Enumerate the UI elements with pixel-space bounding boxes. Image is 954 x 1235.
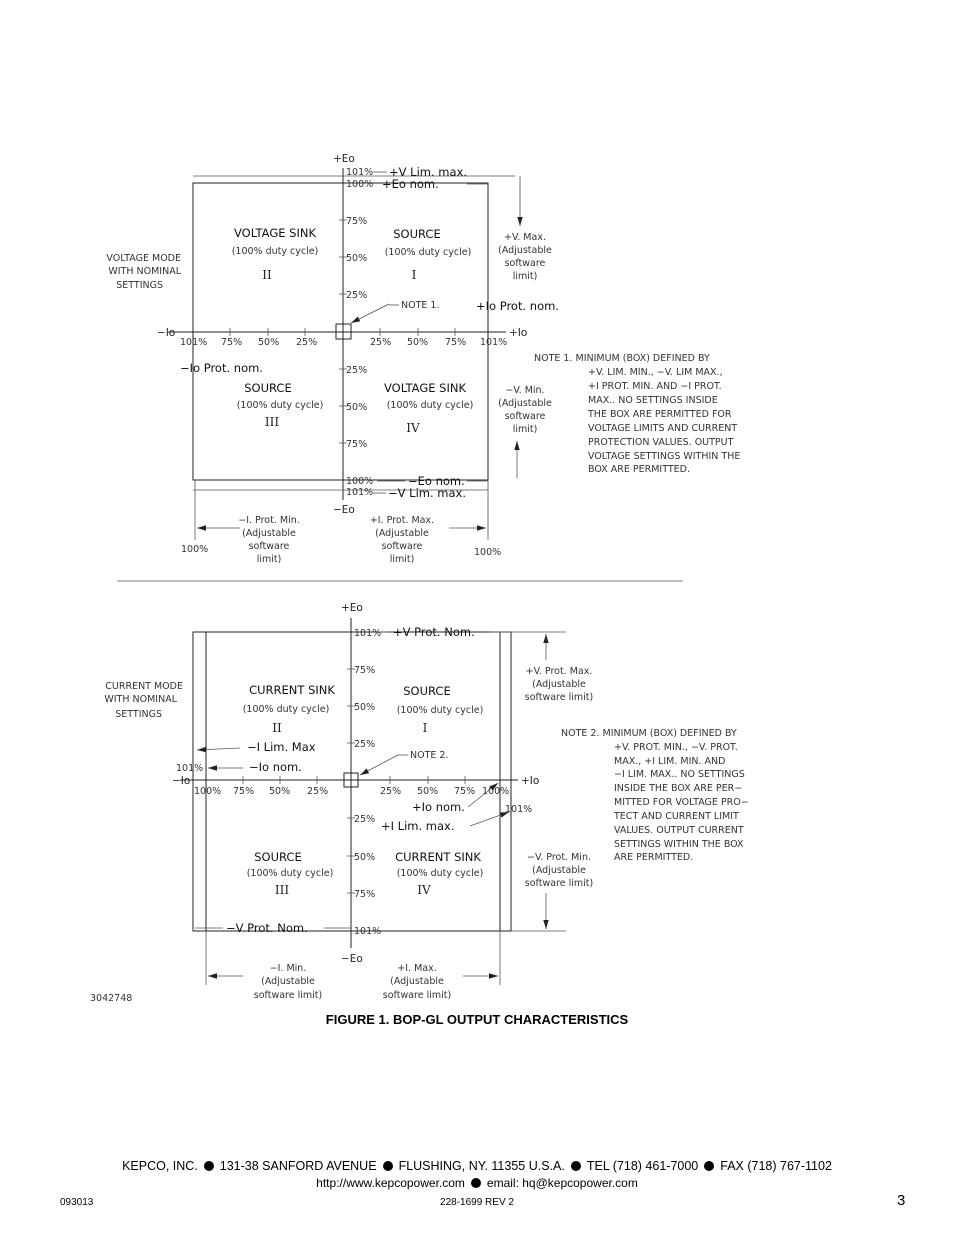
fig2-mode-label: WITH NOMINAL xyxy=(104,694,177,705)
fig2-tick-v: 50% xyxy=(354,702,376,713)
fig2-v-prot-max-label: software limit) xyxy=(524,692,594,703)
fig2-i-max-label: +I. Max. xyxy=(397,963,437,974)
fig2-q3-duty: (100% duty cycle) xyxy=(246,868,334,879)
fig1-note-line: PROTECTION VALUES. OUTPUT xyxy=(588,437,734,448)
fig2-tick-i: 50% xyxy=(269,786,291,797)
fig1-tick-i: 50% xyxy=(258,337,280,348)
fig1-mode-label: WITH NOMINAL xyxy=(108,266,181,277)
bullet-icon xyxy=(383,1161,393,1171)
fig2-v-prot-min-label: −V. Prot. Min. xyxy=(527,852,591,863)
fig2-v-prot-nom-pos-label: +V Prot. Nom. xyxy=(393,625,475,639)
fig2-tick-v: 101% xyxy=(354,628,382,639)
fig1-v-lim-max-pos-label: +V Lim. max. xyxy=(389,165,467,179)
fig1-i-prot-max-label: limit) xyxy=(389,554,415,565)
fig1-q3-numeral: III xyxy=(264,415,280,429)
fig1-tick-i: 101% xyxy=(480,337,508,348)
fig2-note-line: MITTED FOR VOLTAGE PRO− xyxy=(614,797,749,808)
fig1-q4-title: VOLTAGE SINK xyxy=(383,381,467,395)
fig2-note-line: VALUES. OUTPUT CURRENT xyxy=(614,825,744,836)
fig1-tick-i: 25% xyxy=(296,337,318,348)
fig1-note-line: THE BOX ARE PERMITTED FOR xyxy=(588,409,732,420)
fig2-tick-i: 75% xyxy=(233,786,255,797)
fig1-i-prot-nom-pos-label: +Io Prot. nom. xyxy=(476,299,559,313)
fig2-tick-i: 75% xyxy=(454,786,476,797)
fig1-tick-v: 75% xyxy=(346,216,368,227)
footer-email-link[interactable]: email: hq@kepcopower.com xyxy=(486,1176,638,1190)
fig1-v-max-label: +V. Max. xyxy=(504,232,546,243)
fig2-tick-i: 25% xyxy=(307,786,329,797)
fig2-q2-title: CURRENT SINK xyxy=(249,683,335,697)
fig2-tick-v: 25% xyxy=(354,814,376,825)
fig1-v-min-label: −V. Min. xyxy=(505,385,545,396)
fig2-q2-duty: (100% duty cycle) xyxy=(242,704,330,715)
fig2-tick-v: 75% xyxy=(354,665,376,676)
fig2-q1-duty: (100% duty cycle) xyxy=(396,705,484,716)
bullet-icon xyxy=(704,1161,714,1171)
fig1-pct-100-right: 100% xyxy=(474,547,502,558)
footer-contact xyxy=(0,1176,954,1190)
fig1-tick-v: 101% xyxy=(346,167,374,178)
fig2-v-prot-nom-neg-label: −V Prot. Nom. xyxy=(226,921,308,935)
fig1-tick-i: 75% xyxy=(221,337,243,348)
fig1-pct-100-left: 100% xyxy=(181,544,209,555)
bullet-icon xyxy=(204,1161,214,1171)
fig2-v-prot-max-label: (Adjustable xyxy=(532,679,586,690)
fig2-note-line: TECT AND CURRENT LIMIT xyxy=(614,811,739,822)
fig2-i-lim-max-pos-label: +I Lim. max. xyxy=(381,819,455,833)
fig1-i-prot-min-label: limit) xyxy=(256,554,282,565)
fig1-note-line: +I PROT. MIN. AND −I PROT. xyxy=(588,381,722,392)
fig1-v-min-label: (Adjustable xyxy=(498,398,552,409)
fig2-tick-i: 25% xyxy=(380,786,402,797)
fig2-tick-v: 25% xyxy=(354,739,376,750)
bullet-icon xyxy=(571,1161,581,1171)
fig1-i-prot-min-label: (Adjustable xyxy=(242,528,296,539)
fig1-v-max-label: (Adjustable xyxy=(498,245,552,256)
fig2-io-neg-label: −Io xyxy=(172,775,191,787)
fig1-i-prot-nom-neg-label: −Io Prot. nom. xyxy=(180,361,263,375)
fig2-pct-101-right: 101% xyxy=(505,804,533,815)
fig2-tick-i: 100% xyxy=(194,786,222,797)
fig1-tick-v: 101% xyxy=(346,487,374,498)
fig1-note-line: +V. LIM. MIN., −V. LIM MAX., xyxy=(588,367,723,378)
fig2-tick-v: 75% xyxy=(354,889,376,900)
footer-tel: TEL (718) 461-7000 xyxy=(586,1159,699,1173)
fig2-q1-numeral: I xyxy=(422,721,428,735)
fig2-tick-i: 50% xyxy=(417,786,439,797)
fig2-i-nom-pos-label: +Io nom. xyxy=(412,800,465,814)
fig1-i-prot-min-label: software xyxy=(248,541,290,552)
footer-fax: FAX (718) 767-1102 xyxy=(720,1159,832,1173)
fig2-q3-title: SOURCE xyxy=(254,850,302,864)
fig2-q4-title: CURRENT SINK xyxy=(395,850,481,864)
fig1-note-line: VOLTAGE SETTINGS WITHIN THE xyxy=(588,451,741,462)
footer-date-code: 093013 xyxy=(60,1197,94,1208)
fig1-tick-v: 25% xyxy=(346,365,368,376)
footer-city: FLUSHING, NY. 11355 U.S.A. xyxy=(398,1159,565,1173)
fig1-tick-v: 75% xyxy=(346,439,368,450)
fig1-i-prot-max-label: +I. Prot. Max. xyxy=(369,515,435,526)
fig1-e-nom-neg-label: −Eo nom. xyxy=(408,474,465,488)
fig1-v-max-label: limit) xyxy=(512,271,538,282)
fig2-note-line: MAX., +I LIM. MIN. AND xyxy=(614,756,726,767)
fig2-tick-i: 100% xyxy=(482,786,510,797)
fig1-i-prot-max-label: software xyxy=(381,541,423,552)
fig2-v-prot-max-label: +V. Prot. Max. xyxy=(525,666,593,677)
fig1-q4-numeral: IV xyxy=(406,421,420,435)
fig1-note-line: BOX ARE PERMITTED. xyxy=(588,464,690,475)
fig1-i-prot-min-label: −I. Prot. Min. xyxy=(238,515,300,526)
bullet-icon xyxy=(471,1178,481,1188)
fig1-q1-numeral: I xyxy=(411,268,417,282)
fig2-v-prot-min-label: software limit) xyxy=(524,878,594,889)
fig2-i-min-label: −I. Min. xyxy=(269,963,307,974)
fig2-eo-pos-label: +Eo xyxy=(341,602,363,614)
fig1-v-min-label: limit) xyxy=(512,424,538,435)
fig2-note-line: −I LIM. MAX.. NO SETTINGS xyxy=(614,769,745,780)
fig1-v-lim-max-neg-label: −V Lim. max. xyxy=(388,486,466,500)
fig2-q4-duty: (100% duty cycle) xyxy=(396,868,484,879)
fig1-q2-duty: (100% duty cycle) xyxy=(231,246,319,257)
fig2-i-min-label: (Adjustable xyxy=(261,976,315,987)
drawing-number: 3042748 xyxy=(90,993,133,1004)
fig1-v-min-label: software xyxy=(504,411,546,422)
fig1-q2-title: VOLTAGE SINK xyxy=(233,226,317,240)
fig2-note-line: SETTINGS WITHIN THE BOX xyxy=(614,839,744,850)
fig2-q1-title: SOURCE xyxy=(403,684,451,698)
fig1-note-line: VOLTAGE LIMITS AND CURRENT xyxy=(588,423,738,434)
fig1-tick-v: 100% xyxy=(346,179,374,190)
fig1-note-ref: NOTE 1. xyxy=(401,300,440,311)
fig1-tick-i: 25% xyxy=(370,337,392,348)
fig2-q3-numeral: III xyxy=(274,883,290,897)
fig1-eo-neg-label: −Eo xyxy=(333,504,355,516)
fig1-q3-title: SOURCE xyxy=(244,381,292,395)
fig1-q1-duty: (100% duty cycle) xyxy=(384,247,472,258)
fig1-mode-label: SETTINGS xyxy=(116,280,163,291)
footer-company: KEPCO, INC. xyxy=(122,1159,198,1173)
fig2-note-ref: NOTE 2. xyxy=(410,750,449,761)
fig2-q4-numeral: IV xyxy=(417,883,431,897)
fig1-tick-v: 25% xyxy=(346,290,368,301)
fig2-mode-label: SETTINGS xyxy=(115,709,162,720)
fig1-tick-i: 75% xyxy=(445,337,467,348)
fig1-q3-duty: (100% duty cycle) xyxy=(236,400,324,411)
fig1-e-nom-pos-label: +Eo nom. xyxy=(382,177,439,191)
fig1-tick-v: 100% xyxy=(346,476,374,487)
fig2-note-line: NOTE 2. MINIMUM (BOX) DEFINED BY xyxy=(561,728,737,739)
fig2-note-line: ARE PERMITTED. xyxy=(614,852,694,863)
fig2-io-pos-label: +Io xyxy=(521,775,540,787)
fig2-i-max-label: (Adjustable xyxy=(390,976,444,987)
figure-caption: FIGURE 1. BOP-GL OUTPUT CHARACTERISTICS xyxy=(325,1012,629,1027)
fig1-v-max-label: software xyxy=(504,258,546,269)
fig2-tick-v: 50% xyxy=(354,852,376,863)
fig2-i-nom-neg-label: −Io nom. xyxy=(249,760,302,774)
fig2-i-min-label: software limit) xyxy=(253,990,323,1001)
fig1-q4-duty: (100% duty cycle) xyxy=(386,400,474,411)
fig2-note-line: INSIDE THE BOX ARE PER− xyxy=(614,783,743,794)
footer-web-link[interactable]: http://www.kepcopower.com xyxy=(316,1176,465,1190)
fig1-tick-i: 50% xyxy=(407,337,429,348)
fig2-tick-v: 101% xyxy=(354,926,382,937)
fig1-i-prot-max-label: (Adjustable xyxy=(375,528,429,539)
current-mode-diagram xyxy=(104,602,748,1001)
fig1-tick-i: 101% xyxy=(180,337,208,348)
fig2-note-line: +V. PROT. MIN., −V. PROT. xyxy=(614,742,738,753)
fig1-note-line: MAX.. NO SETTINGS INSIDE xyxy=(588,395,718,406)
footer-street: 131-38 SANFORD AVENUE xyxy=(219,1159,377,1173)
fig2-i-max-label: software limit) xyxy=(382,990,452,1001)
fig1-tick-v: 50% xyxy=(346,402,368,413)
fig1-q2-numeral: II xyxy=(262,268,272,282)
fig2-mode-label: CURRENT MODE xyxy=(105,681,183,692)
fig2-nominal-box xyxy=(206,632,500,931)
voltage-mode-diagram xyxy=(106,153,740,565)
fig1-eo-pos-label: +Eo xyxy=(333,153,355,165)
fig2-eo-neg-label: −Eo xyxy=(341,953,363,965)
page-number: 3 xyxy=(897,1192,906,1209)
fig1-tick-v: 50% xyxy=(346,253,368,264)
footer-address xyxy=(0,1159,954,1173)
footer-doc-number: 228-1699 REV 2 xyxy=(440,1197,514,1208)
fig2-pct-101-left: 101% xyxy=(176,763,204,774)
fig2-v-prot-min-label: (Adjustable xyxy=(532,865,586,876)
fig2-q2-numeral: II xyxy=(272,721,282,735)
fig1-note-line: NOTE 1. MINIMUM (BOX) DEFINED BY xyxy=(534,353,710,364)
fig1-io-neg-label: −Io xyxy=(157,327,176,339)
fig1-q1-title: SOURCE xyxy=(393,227,441,241)
fig1-io-pos-label: +Io xyxy=(509,327,528,339)
fig1-mode-label: VOLTAGE MODE xyxy=(106,253,181,264)
fig2-i-lim-max-neg-label: −I Lim. Max xyxy=(247,740,316,754)
fig2-outer-box xyxy=(193,632,511,931)
